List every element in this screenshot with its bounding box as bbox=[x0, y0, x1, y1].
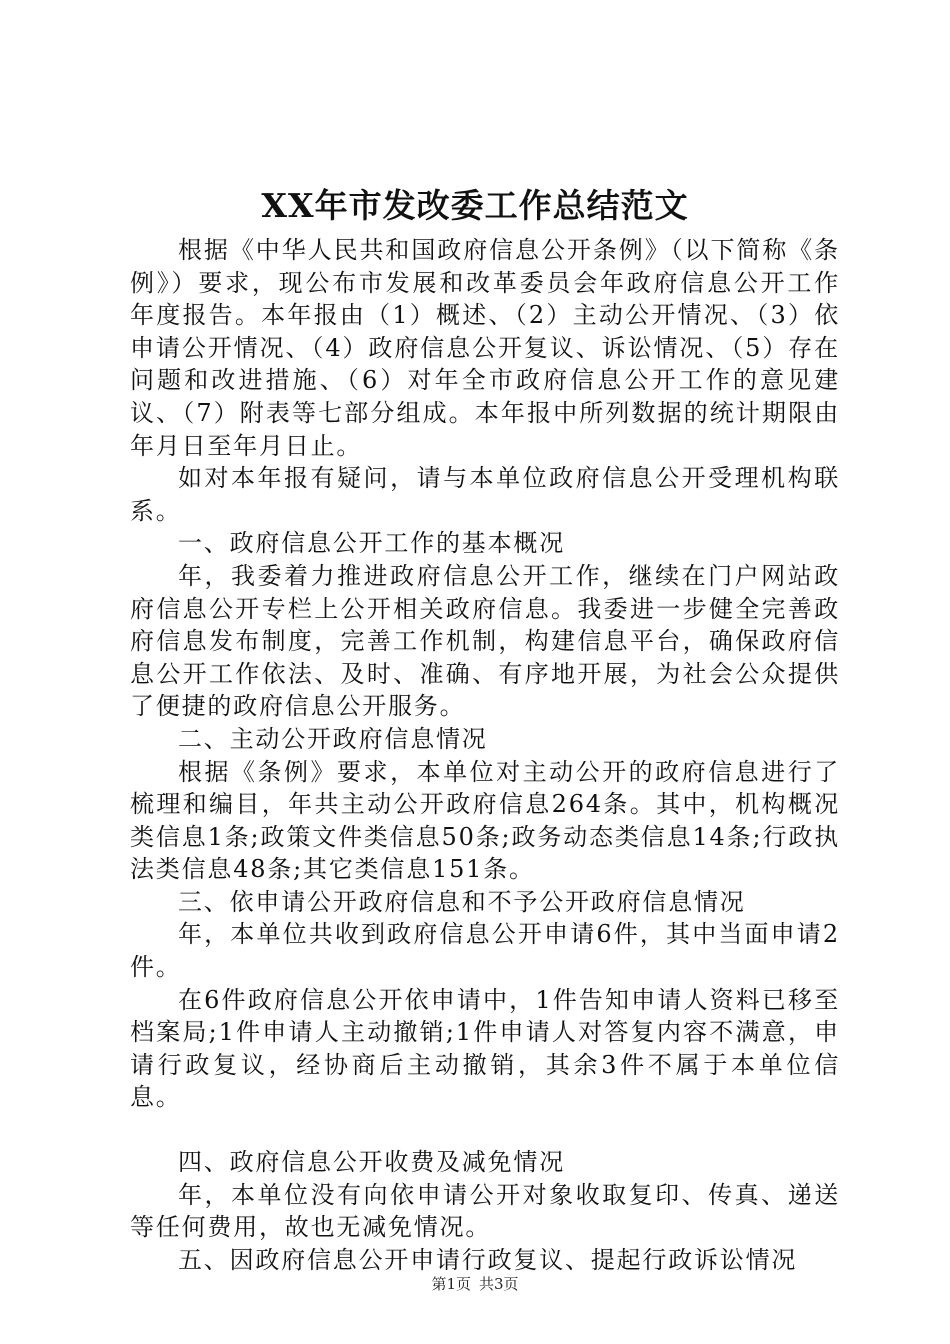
document-body bbox=[130, 234, 840, 1276]
section-3-paragraph-2: 在6件政府信息公开依申请中，1件告知申请人资料已移至档案局;1件申请人主动撤销;1件申请人对答复内容不满意，申请行政复议，经协商后主动撤销，其余3件不属于本单位信息。 bbox=[130, 985, 840, 1112]
section-heading-2: 二、主动公开政府信息情况 bbox=[178, 724, 488, 753]
section-heading-3: 三、依申请公开政府信息和不予公开政府信息情况 bbox=[178, 887, 746, 916]
intro-paragraph: 根据《中华人民共和国政府信息公开条例》（以下简称《条例》）要求，现公布市发展和改革委员会年政府信息公开工作年度报告。本年报由（1）概述、（2）主动公开情况、（3）依申请公开情况、（4）政府信息公开复议、诉讼情况、（5）存在问题和改进措施、（6）对年全市政府信息公开工作的意见建议、（7）附表等七部分组成。本年报中所列数据的统计期限由年月日至年月日止。 bbox=[130, 236, 840, 460]
document-title: XX年市发改委工作总结范文 bbox=[261, 186, 689, 225]
contact-paragraph: 如对本年报有疑问，请与本单位政府信息公开受理机构联系。 bbox=[130, 464, 840, 525]
section-heading-1: 一、政府信息公开工作的基本概况 bbox=[178, 529, 565, 558]
section-heading-4: 四、政府信息公开收费及减免情况 bbox=[178, 1148, 565, 1177]
page-footer bbox=[0, 1274, 950, 1294]
page-number-current: 第1页 bbox=[431, 1275, 471, 1293]
section-2-paragraph: 根据《条例》要求，本单位对主动公开的政府信息进行了梳理和编目，年共主动公开政府信息264条。其中，机构概况类信息1条;政策文件类信息50条;政务动态类信息14条;行政执法类信息48条;其它类信息151条。 bbox=[130, 757, 840, 884]
section-3-paragraph-1: 年，本单位共收到政府信息公开申请6件，其中当面申请2件。 bbox=[130, 920, 840, 982]
page-number-total: 共3页 bbox=[479, 1275, 519, 1293]
section-heading-5: 五、因政府信息公开申请行政复议、提起行政诉讼情况 bbox=[178, 1245, 798, 1274]
section-1-paragraph: 年，我委着力推进政府信息公开工作，继续在门户网站政府信息公开专栏上公开相关政府信息。我委进一步健全完善政府信息发布制度，完善工作机制，构建信息平台，确保政府信息公开工作依法、及时、准确、有序地开展，为社会公众提供了便捷的政府信息公开服务。 bbox=[130, 561, 840, 721]
section-4-paragraph: 年，本单位没有向依申请公开对象收取复印、传真、递送等任何费用，故也无减免情况。 bbox=[130, 1180, 840, 1242]
